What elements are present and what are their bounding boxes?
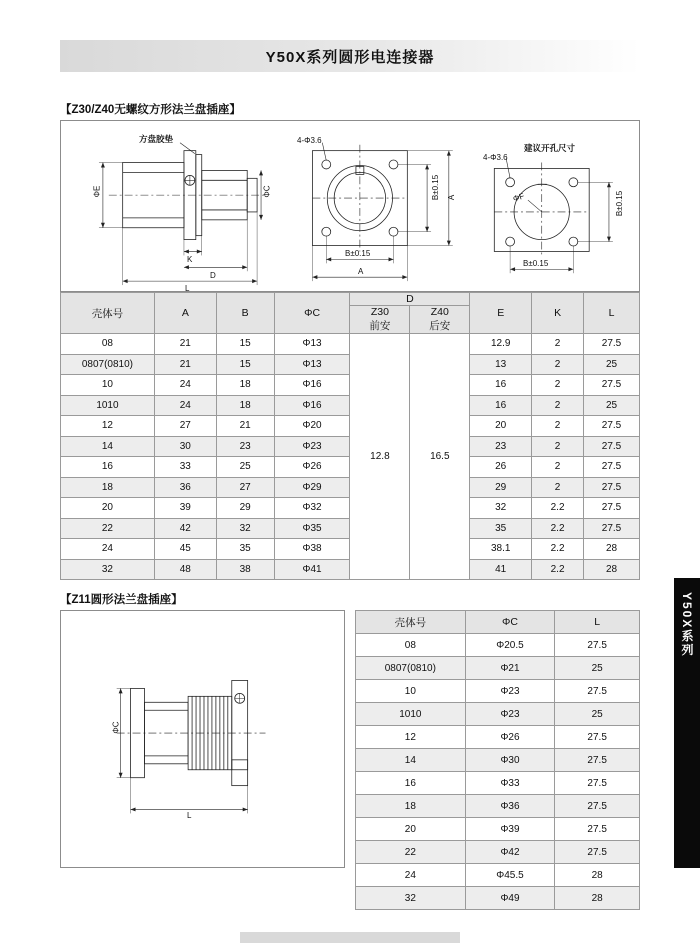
dimension-table-1 [60,292,640,580]
cell-c: Φ13 [274,354,350,375]
cell-a: 24 [154,395,216,416]
table-row [356,749,640,772]
label-dia-c-2: ΦC [111,721,121,734]
cell-c: Φ33 [465,772,555,795]
th-k: K [532,293,584,334]
section-label-1: 【Z30/Z40无螺纹方形法兰盘插座】 [60,104,241,116]
label-dim-l: L [185,284,190,293]
cell-l: 28 [555,887,640,910]
cell-shell: 18 [356,795,466,818]
cell-e: 13 [470,354,532,375]
cell-c: Φ23 [465,680,555,703]
cell-c: Φ20.5 [465,634,555,657]
cell-e: 32 [470,498,532,519]
cell-b: 25 [216,457,274,478]
th-d-back [410,306,470,334]
cell-c: Φ39 [465,818,555,841]
label-dim-b-4: B±0.15 [523,259,549,268]
th2-c: ΦC [465,611,555,634]
cell-l: 28 [555,864,640,887]
table-row [356,887,640,910]
cell-a: 30 [154,436,216,457]
cell-l: 27.5 [555,680,640,703]
cell-l: 27.5 [584,375,640,396]
label-open-size-note: 建议开孔尺寸 [524,143,576,153]
th2-l: L [555,611,640,634]
table-header-row [61,293,640,306]
cell-k: 2.2 [532,559,584,580]
cell-e: 38.1 [470,539,532,560]
label-flange-gasket: 方盘胶垫 [139,134,174,144]
th2-shell: 壳体号 [356,611,466,634]
cell-c: Φ16 [274,375,350,396]
cell-e: 23 [470,436,532,457]
table-row [356,864,640,887]
cell-shell: 12 [356,726,466,749]
cell-b: 32 [216,518,274,539]
label-dim-a-v: A [447,194,457,201]
cell-shell: 14 [356,749,466,772]
cell-l: 27.5 [584,498,640,519]
cell-shell: 10 [356,680,466,703]
cell-c: Φ49 [465,887,555,910]
cell-e: 41 [470,559,532,580]
cell-l: 27.5 [555,772,640,795]
cell-b: 15 [216,334,274,355]
cell-b: 27 [216,477,274,498]
cell-a: 27 [154,416,216,437]
cell-l: 27.5 [584,457,640,478]
cell-k: 2 [532,354,584,375]
cell-shell: 1010 [61,395,155,416]
th-shell: 壳体号 [61,293,155,334]
cell-k: 2.2 [532,539,584,560]
cell-b: 15 [216,354,274,375]
th-d-back-line1: Z40 [430,306,449,318]
cell-k: 2 [532,436,584,457]
cell-k: 2.2 [532,518,584,539]
cell-c: Φ26 [274,457,350,478]
cell-c: Φ29 [274,477,350,498]
cell-k: 2 [532,477,584,498]
cell-shell: 10 [61,375,155,396]
table-row [356,680,640,703]
cell-a: 21 [154,334,216,355]
cell-c: Φ16 [274,395,350,416]
table-row [356,772,640,795]
cell-l: 27.5 [584,477,640,498]
drawing-panel-1 [60,120,640,292]
cell-l: 25 [584,354,640,375]
cell-k: 2 [532,395,584,416]
cell-a: 48 [154,559,216,580]
th-d-back-line2: 后安 [429,320,451,332]
cell-l: 28 [584,539,640,560]
cell-shell: 12 [61,416,155,437]
label-dim-k: K [187,255,193,264]
cell-b: 29 [216,498,274,519]
cell-shell: 16 [61,457,155,478]
cell-c: Φ23 [465,703,555,726]
table-row [356,841,640,864]
cell-c: Φ35 [274,518,350,539]
cell-shell: 22 [61,518,155,539]
cell-a: 33 [154,457,216,478]
cell-shell: 22 [356,841,466,864]
cell-l: 27.5 [555,634,640,657]
cell-c: Φ32 [274,498,350,519]
cell-e: 29 [470,477,532,498]
cell-a: 42 [154,518,216,539]
cell-shell: 0807(0810) [356,657,466,680]
label-dim-b-1: B±0.15 [431,174,441,201]
cell-e: 35 [470,518,532,539]
cell-k: 2.2 [532,498,584,519]
cell-e: 16 [470,395,532,416]
cell-c: Φ41 [274,559,350,580]
cell-l: 25 [555,703,640,726]
cell-c: Φ30 [465,749,555,772]
cell-l: 27.5 [555,818,640,841]
cell-shell: 24 [356,864,466,887]
cell-c: Φ13 [274,334,350,355]
cell-shell: 14 [61,436,155,457]
cell-shell: 0807(0810) [61,354,155,375]
th-e: E [470,293,532,334]
label-dia-e: ΦE [92,185,102,198]
table-row [356,818,640,841]
label-dia-f: ΦF [511,191,526,204]
cell-e: 16 [470,375,532,396]
cell-d-front: 12.8 [350,334,410,580]
cell-shell: 20 [356,818,466,841]
th-b: B [216,293,274,334]
th-d-front-line2: 前安 [369,320,391,332]
side-tab [674,578,700,868]
label-hole-note-2: 4-Φ3.6 [483,153,508,162]
cell-l: 27.5 [584,334,640,355]
cell-e: 26 [470,457,532,478]
section-label-2: 【Z11圆形法兰盘插座】 [60,594,183,606]
table-row [356,795,640,818]
cell-shell: 08 [356,634,466,657]
label-dim-d: D [210,271,216,280]
cell-shell: 32 [356,887,466,910]
cell-b: 23 [216,436,274,457]
cell-b: 38 [216,559,274,580]
cell-c: Φ20 [274,416,350,437]
page-title-band [60,40,640,72]
th-d: D [350,293,470,306]
page-title: Y50X系列圆形电连接器 [265,48,435,66]
th-c: ΦC [274,293,350,334]
th-a: A [154,293,216,334]
cell-l: 27.5 [555,726,640,749]
drawing-2-svg [61,611,344,867]
label-dim-l-2: L [187,811,192,820]
cell-e: 20 [470,416,532,437]
cell-a: 24 [154,375,216,396]
cell-l: 27.5 [555,795,640,818]
cell-b: 21 [216,416,274,437]
cell-b: 35 [216,539,274,560]
label-dim-a-h: A [358,267,364,276]
cell-c: Φ23 [274,436,350,457]
cell-l: 27.5 [555,749,640,772]
cell-a: 45 [154,539,216,560]
cell-b: 18 [216,395,274,416]
cell-c: Φ36 [465,795,555,818]
cell-c: Φ42 [465,841,555,864]
dimension-table-2 [355,610,640,910]
cell-d-back: 16.5 [410,334,470,580]
cell-l: 27.5 [584,436,640,457]
side-tab-spacer [674,868,700,886]
cell-c: Φ45.5 [465,864,555,887]
cell-l: 27.5 [584,416,640,437]
cell-l: 25 [555,657,640,680]
cell-l: 27.5 [555,841,640,864]
cell-shell: 24 [61,539,155,560]
cell-l: 28 [584,559,640,580]
cell-a: 39 [154,498,216,519]
cell-shell: 08 [61,334,155,355]
th-d-front [350,306,410,334]
label-dim-b-2: B±0.15 [345,249,371,258]
th-l: L [584,293,640,334]
footer-strip [240,932,460,943]
cell-a: 21 [154,354,216,375]
cell-shell: 18 [61,477,155,498]
cell-c: Φ21 [465,657,555,680]
cell-k: 2 [532,416,584,437]
side-tab-label: Y50X系列 [680,592,694,658]
cell-e: 12.9 [470,334,532,355]
cell-shell: 20 [61,498,155,519]
drawing-panel-2 [60,610,345,868]
cell-k: 2 [532,334,584,355]
cell-a: 36 [154,477,216,498]
label-dim-b-3: B±0.15 [615,190,625,217]
cell-l: 25 [584,395,640,416]
cell-shell: 32 [61,559,155,580]
cell-l: 27.5 [584,518,640,539]
cell-c: Φ26 [465,726,555,749]
th-d-front-line1: Z30 [370,306,389,318]
cell-shell: 1010 [356,703,466,726]
table-row [356,726,640,749]
cell-shell: 16 [356,772,466,795]
label-hole-note: 4-Φ3.6 [297,136,322,145]
table-row [356,634,640,657]
cell-b: 18 [216,375,274,396]
cell-c: Φ38 [274,539,350,560]
table-row [356,657,640,680]
table-row [61,334,640,355]
cell-k: 2 [532,375,584,396]
label-dia-c: ΦC [262,185,272,198]
cell-k: 2 [532,457,584,478]
table-row [356,703,640,726]
table-header-row [356,611,640,634]
